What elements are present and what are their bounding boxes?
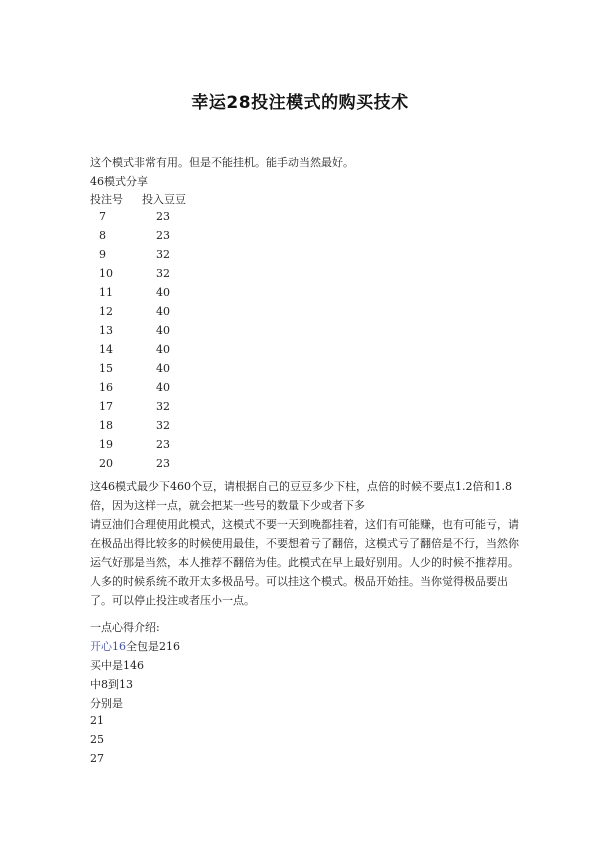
kaixin16-link[interactable]: 开心16 [90,640,126,653]
tip-line-1 [90,638,180,654]
bet-number: 17 [99,400,113,413]
bet-amount: 23 [156,210,170,223]
bet-number: 11 [99,286,113,299]
bet-number: 14 [99,343,113,356]
tip-line: 27 [90,752,104,765]
tip-line: 分别是 [90,697,123,710]
page-title: 幸运28投注模式的购买技术 [191,93,409,113]
bet-amount: 23 [156,438,170,451]
bet-number: 9 [99,248,106,261]
bet-number: 13 [99,324,113,337]
tip-line: 中8到13 [90,678,133,691]
bet-amount: 23 [156,457,170,470]
bet-number: 8 [99,229,106,242]
bet-amount: 40 [156,381,170,394]
bet-number: 15 [99,362,113,375]
bet-amount: 40 [156,362,170,375]
bet-number: 10 [99,267,113,280]
tip-line: 21 [90,714,104,727]
bet-number: 18 [99,419,113,432]
bet-amount: 23 [156,229,170,242]
section-subtitle: 46模式分享 [90,175,148,188]
bet-number: 16 [99,381,113,394]
bet-number: 7 [99,210,106,223]
intro-text: 这个模式非常有用。但是不能挂机。能手动当然最好。 [90,156,354,169]
bet-amount: 40 [156,286,170,299]
table-header-amount: 投入豆豆 [142,193,186,206]
tips-heading: 一点心得介绍: [90,621,160,634]
tip-line-1-rest: 全包是216 [126,640,180,653]
bet-amount: 40 [156,305,170,318]
tip-line: 25 [90,733,104,746]
bet-amount: 32 [156,248,170,261]
advice-paragraph: 请豆油们合理使用此模式，这模式不要一天到晚都挂着，这们有可能赚，也有可能亏，请在极品出得比较多的时候使用最佳，不要想着亏了翻倍，这模式亏了翻倍是不行，当然你运气好那是当然，本人推荐不翻倍为佳。此模式在早上最好别用。人少的时候不推荐用。人多的时候系统不敢开太多极品号。可以挂这个模式。极品开始挂。当你觉得极品要出了。可以停止投注或者压小一点。 [90,518,519,607]
bet-number: 19 [99,438,113,451]
bet-amount: 32 [156,267,170,280]
bet-amount: 32 [156,400,170,413]
table-header-number: 投注号 [90,193,123,206]
bet-amount: 32 [156,419,170,432]
bet-number: 20 [99,457,113,470]
note-paragraph: 这46模式最少下460个豆，请根据自己的豆豆多少下柱，点倍的时候不要点1.2倍和1.8倍，因为这样一点，就会把某一些号的数量下少或者下多 [90,480,512,512]
bet-amount: 40 [156,343,170,356]
bet-number: 12 [99,305,113,318]
bet-amount: 40 [156,324,170,337]
tip-line: 买中是146 [90,659,144,672]
